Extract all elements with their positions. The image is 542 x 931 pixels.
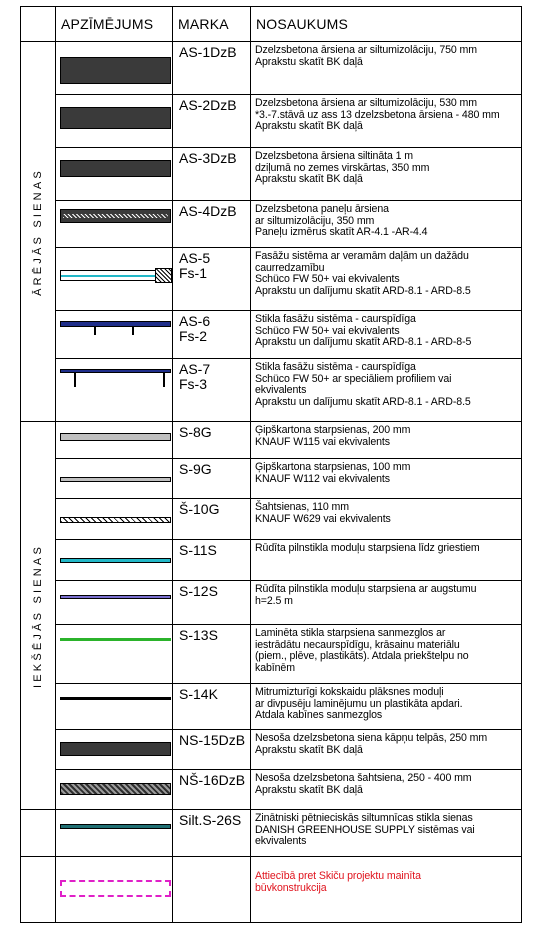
table-row [21, 810, 522, 857]
symbol-cell [56, 359, 173, 422]
symbol-cell [56, 422, 173, 459]
table-row [21, 422, 522, 459]
description-line: (piem., plēve, plastikāts). Atdala priekštelpu no [255, 650, 469, 663]
mark-code: Fs-3 [179, 376, 207, 392]
symbol-cell [56, 625, 173, 684]
symbol-header: APZĪMĒJUMS [56, 7, 173, 42]
mark-cell [173, 148, 251, 201]
group-label-exterior: ĀRĒJĀS SIENAS [32, 167, 44, 296]
symbol-cell [56, 810, 173, 857]
description-line: Fasāžu sistēma ar veramām daļām un dažādu [255, 250, 469, 262]
table-row [21, 540, 522, 581]
table-row [21, 459, 522, 499]
symbol-cell [56, 684, 173, 730]
description-line: Aprakstu un dalījumu skatīt ARD-8.1 - ARD-8.5 [255, 284, 471, 297]
table-row [21, 684, 522, 730]
mark-code: S-13S [179, 627, 218, 643]
group-empty [21, 810, 56, 857]
symbol-cell [56, 770, 173, 810]
description-line: Rūdīta pilnstikla moduļu starpsiena līdz griestiem [255, 542, 480, 554]
table-row [21, 201, 522, 248]
shaft-wall-symbol [60, 517, 171, 523]
desc-cell [251, 684, 522, 730]
symbol-cell [56, 459, 173, 499]
symbol-cell [56, 581, 173, 625]
mark-code: Fs-2 [179, 328, 207, 344]
table-row [21, 95, 522, 148]
mark-cell [173, 730, 251, 770]
mark-cell [173, 581, 251, 625]
description-line: Aprakstu skatīt BK daļā [255, 55, 363, 68]
mark-code: AS-5 [179, 250, 211, 266]
mark-cell [173, 625, 251, 684]
concrete-wall-symbol [60, 107, 171, 129]
description-line: *3.-7.stāvā uz ass 13 dzelzsbetona ārsiena - 480 mm [255, 108, 500, 121]
description-line: Attiecībā pret Skiču projektu mainīta [255, 870, 421, 882]
description-line: DANISH GREENHOUSE SUPPLY sistēmas vai [255, 823, 475, 836]
group-interior [21, 422, 56, 810]
mark-cell [173, 770, 251, 810]
group-exterior [21, 42, 56, 422]
table-row [21, 248, 522, 311]
description-line: Stikla fasāžu sistēma - caurspīdīga [255, 313, 416, 325]
panel-wall-symbol [60, 209, 171, 223]
mark-cell [173, 459, 251, 499]
shaft-concrete-wall-symbol [60, 783, 171, 795]
description-line: Nesoša dzelzsbetona siena kāpņu telpās, 250 mm [255, 732, 488, 744]
wall-legend-table [20, 6, 522, 923]
desc-cell [251, 95, 522, 148]
header-row [21, 7, 522, 42]
description-line: KNAUF W629 vai ekvivalents [255, 512, 391, 525]
description-line: būvkonstrukcija [255, 881, 327, 894]
description-line: Stikla fasāžu sistēma - caurspīdīga [255, 361, 416, 373]
description-line: Rūdīta pilnstikla moduļu starpsiena ar augstumu [255, 583, 477, 595]
mark-cell [173, 311, 251, 359]
mullion-symbol [74, 373, 76, 387]
description-line: Aprakstu skatīt BK daļā [255, 783, 363, 796]
table-row [21, 148, 522, 201]
mark-code: AS-2DzB [179, 97, 237, 113]
desc-cell [251, 730, 522, 770]
changed-construction-symbol [60, 880, 171, 897]
mark-code: S-12S [179, 583, 218, 599]
description-line: ekvivalents [255, 835, 307, 848]
description-line: iestrādātu necaurspīdīgu, krāsainu materiālu [255, 638, 460, 651]
description-line: Dzelzsbetona ārsiena ar siltumizolāciju, 750 mm [255, 44, 477, 56]
description-line: Aprakstu skatīt BK daļā [255, 173, 363, 186]
mark-cell [173, 201, 251, 248]
description-line: Schüco FW 50+ vai ekvivalents [255, 324, 400, 337]
desc-cell [251, 359, 522, 422]
description-line: Schüco FW 50+ ar speciāliem profiliem vai [255, 372, 452, 385]
mark-code: AS-3DzB [179, 150, 237, 166]
desc-cell [251, 148, 522, 201]
mark-cell [173, 359, 251, 422]
desc-cell [251, 857, 522, 923]
desc-cell [251, 581, 522, 625]
desc-cell [251, 459, 522, 499]
group-label-interior: IEKŠĒJĀS SIENAS [32, 543, 44, 688]
description-line: ekvivalents [255, 384, 307, 397]
table-row [21, 42, 522, 95]
description-line: Dzelzsbetona ārsiena siltināta 1 m [255, 150, 413, 162]
symbol-cell [56, 95, 173, 148]
symbol-cell [56, 42, 173, 95]
mark-cell [173, 422, 251, 459]
symbol-cell [56, 148, 173, 201]
desc-cell [251, 42, 522, 95]
description-line: Dzelzsbetona paneļu ārsiena [255, 203, 389, 215]
mark-code: NŠ-16DzB [179, 772, 246, 788]
table-row [21, 770, 522, 810]
symbol-cell [56, 499, 173, 540]
concrete-wall-symbol [60, 160, 171, 177]
symbol-cell [56, 540, 173, 581]
desc-cell [251, 311, 522, 359]
description-line: Dzelzsbetona ārsiena ar siltumizolāciju, 530 mm [255, 97, 477, 109]
group-header-cell [21, 7, 56, 42]
table-row [21, 311, 522, 359]
mark-cell [173, 810, 251, 857]
desc-cell [251, 625, 522, 684]
desc-cell [251, 770, 522, 810]
description-line: KNAUF W112 vai ekvivalents [255, 472, 390, 485]
concrete-wall-symbol [60, 57, 171, 84]
description-line: ar divpusēju laminējumu un plastikāta apdari. [255, 697, 463, 710]
mullion-symbol [132, 327, 134, 335]
symbol-cell [56, 311, 173, 359]
desc-cell [251, 248, 522, 311]
description-line: ar siltumizolāciju, 350 mm [255, 214, 375, 227]
facade-system-hatch [155, 268, 172, 283]
description-line: kabīnēm [255, 661, 295, 674]
description-line: Ģipškartona starpsienas, 200 mm [255, 424, 411, 436]
desc-cell [251, 540, 522, 581]
table-row [21, 625, 522, 684]
mark-cell [173, 499, 251, 540]
description-line: dziļumā no zemes virskārtas, 350 mm [255, 161, 430, 174]
mark-code: S-9G [179, 461, 212, 477]
table-row [21, 499, 522, 540]
special-glass-facade-symbol [60, 369, 171, 373]
table-row [21, 730, 522, 770]
greenhouse-glass-symbol [60, 824, 171, 829]
description-line: Mitrumizturīgi kokskaidu plāksnes moduļi [255, 686, 444, 698]
mark-code: S-14K [179, 686, 218, 702]
description-line: Atdala kabīnes sanmezglos [255, 709, 383, 722]
symbol-cell [56, 857, 173, 923]
mark-code: S-8G [179, 424, 212, 440]
mullion-symbol [94, 327, 96, 335]
facade-system-symbol [60, 270, 156, 281]
particleboard-wall-symbol [60, 697, 171, 700]
description-line: KNAUF W115 vai ekvivalents [255, 435, 390, 448]
mullion-symbol [163, 373, 165, 387]
desc-cell [251, 201, 522, 248]
description-line: Ģipškartona starpsienas, 100 mm [255, 461, 411, 473]
description-line: Nesoša dzelzsbetona šahtsiena, 250 - 400 mm [255, 772, 472, 784]
description-line: Aprakstu skatīt BK daļā [255, 120, 363, 133]
mark-code: NS-15DzB [179, 732, 246, 748]
desc-cell [251, 499, 522, 540]
gypsum-wall-symbol [60, 477, 171, 482]
glass-partition-symbol [60, 558, 171, 563]
mark-cell [173, 42, 251, 95]
name-header: NOSAUKUMS [251, 7, 522, 42]
mark-code: AS-7 [179, 361, 211, 377]
mark-code: Š-10G [179, 501, 220, 517]
mark-cell [173, 95, 251, 148]
description-line: Aprakstu un dalījumu skatīt ARD-8.1 - ARD-8-5 [255, 336, 472, 349]
symbol-cell [56, 201, 173, 248]
mark-code: AS-6 [179, 313, 211, 329]
glass-facade-symbol [60, 321, 171, 327]
mark-cell [173, 540, 251, 581]
table-row [21, 359, 522, 422]
description-line: caurredzamību [255, 261, 325, 274]
description-line: h=2.5 m [255, 594, 293, 607]
glass-partition-low-symbol [60, 595, 171, 599]
description-line: Šahtsienas, 110 mm [255, 501, 349, 513]
symbol-cell [56, 248, 173, 311]
table-row [21, 857, 522, 923]
desc-cell [251, 810, 522, 857]
mark-header: MARKA [173, 7, 251, 42]
mark-cell [173, 857, 251, 923]
gypsum-wall-symbol [60, 433, 171, 441]
mark-code: AS-1DzB [179, 44, 237, 60]
description-line: Aprakstu skatīt BK daļā [255, 743, 363, 756]
mark-code: S-11S [179, 542, 217, 558]
description-line: Paneļu izmērus skatīt AR-4.1 -AR-4.4 [255, 226, 428, 239]
description-line: Laminēta stikla starpsiena sanmezglos ar [255, 627, 446, 639]
description-line: Aprakstu un dalījumu skatīt ARD-8.1 - ARD-8.5 [255, 395, 471, 408]
laminated-glass-symbol [60, 638, 171, 641]
desc-cell [251, 422, 522, 459]
table-row [21, 581, 522, 625]
bearing-concrete-wall-symbol [60, 742, 171, 756]
mark-code: Fs-1 [179, 265, 207, 281]
mark-code: Silt.S-26S [179, 812, 242, 828]
mark-code: AS-4DzB [179, 203, 237, 219]
description-line: Zinātniski pētnieciskās siltumnīcas stikla sienas [255, 812, 473, 824]
mark-cell [173, 684, 251, 730]
description-line: Schüco FW 50+ vai ekvivalents [255, 273, 400, 286]
symbol-cell [56, 730, 173, 770]
group-empty [21, 857, 56, 923]
mark-cell [173, 248, 251, 311]
